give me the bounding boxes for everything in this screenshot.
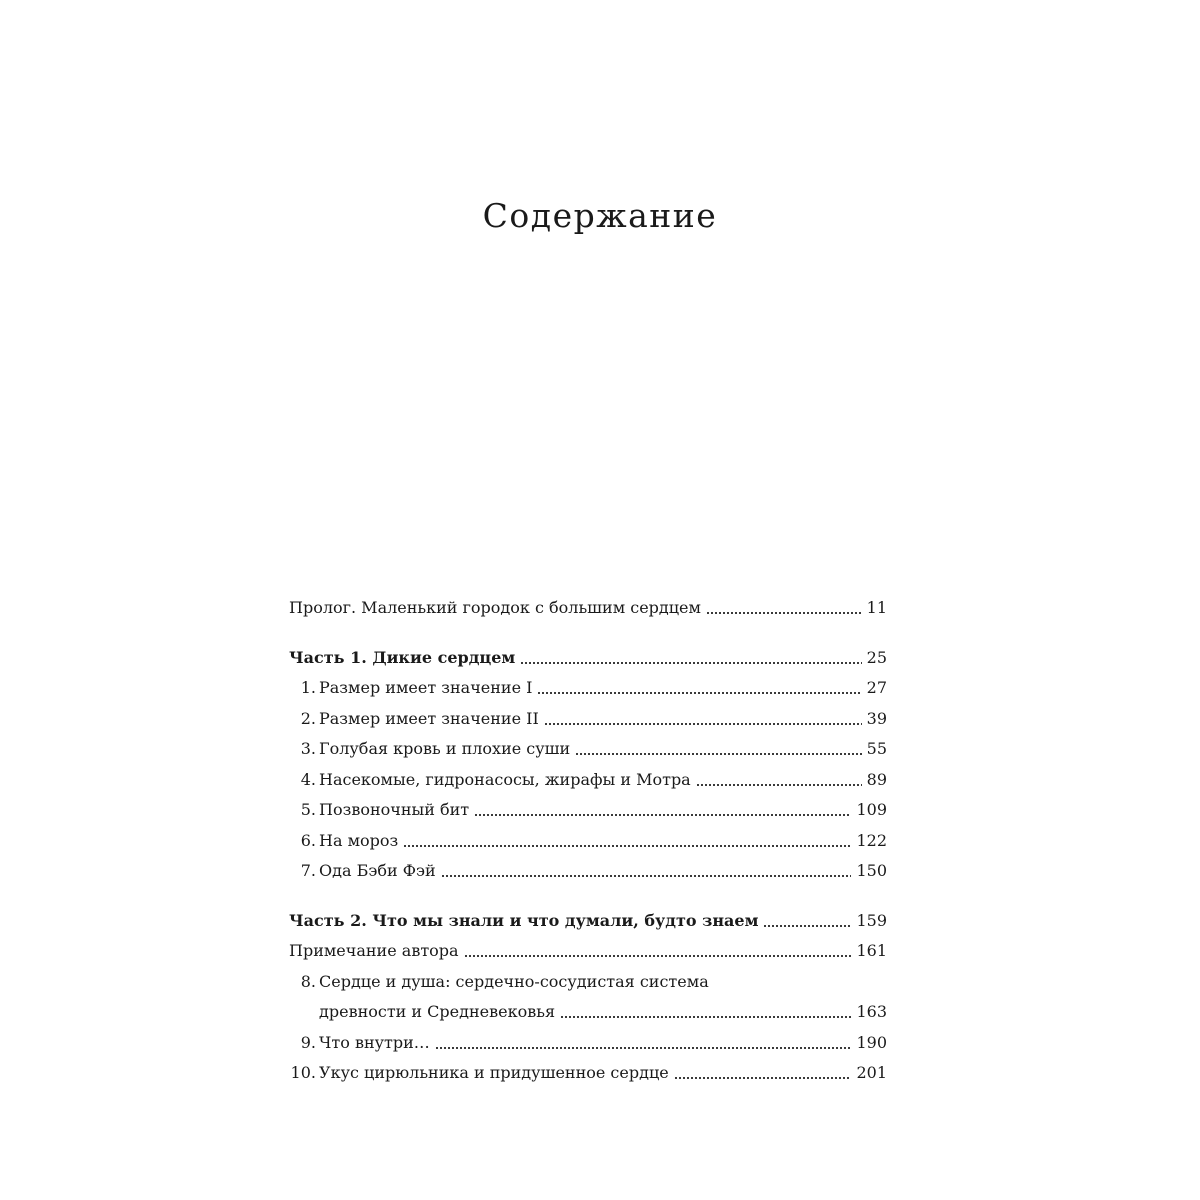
toc-entry-page: 122 [856, 830, 887, 850]
toc-entry-number: 10. [290, 1063, 316, 1082]
toc-entry-number: 3. [300, 739, 316, 758]
toc-entry-page: 161 [856, 941, 887, 960]
dot-leader [696, 784, 862, 786]
toc-entry-title: Часть 1. Дикие сердцем [289, 647, 516, 667]
toc-entry-title: Размер имеет значение II [319, 708, 539, 728]
toc-entry-title: Насекомые, гидронасосы, жирафы и Мотра [319, 769, 691, 789]
dot-leader [520, 662, 861, 664]
table-of-contents [289, 593, 887, 1089]
toc-entry-prolog[interactable] [289, 593, 887, 624]
toc-entry-page: 150 [856, 861, 887, 880]
toc-entry-title: древности и Средневековья [319, 1002, 556, 1021]
toc-entry-number: 6. [300, 830, 316, 850]
toc-entry-part-2[interactable] [289, 906, 887, 937]
dot-leader [537, 692, 861, 694]
dot-leader [674, 1077, 852, 1079]
toc-entry-title: Голубая кровь и плохие суши [319, 739, 571, 758]
toc-entry-page: 11 [866, 598, 887, 617]
toc-entry-title: Часть 2. Что мы знали и что думали, будто знаем [289, 910, 759, 930]
toc-entry-title: На мороз [319, 830, 399, 850]
toc-entry-page: 89 [866, 769, 887, 789]
toc-entry-part-1[interactable] [289, 643, 887, 674]
dot-leader [575, 753, 861, 755]
toc-entry-number: 2. [300, 708, 316, 728]
toc-entry-page: 190 [856, 1032, 887, 1052]
dot-leader [544, 723, 862, 725]
dot-leader [706, 612, 862, 614]
toc-entry-title: Сердце и душа: сердечно-сосудистая система [319, 971, 709, 991]
dot-leader [441, 875, 852, 877]
dot-leader [763, 925, 851, 927]
toc-entry-chapter-6[interactable] [289, 826, 887, 857]
toc-entry-number: 9. [300, 1032, 316, 1052]
toc-entry-title: Размер имеет значение I [319, 678, 533, 697]
toc-entry-page: 163 [856, 1002, 887, 1021]
toc-entry-page: 39 [866, 708, 887, 728]
toc-entry-page: 25 [866, 647, 887, 667]
toc-entry-title: Примечание автора [289, 941, 459, 960]
toc-entry-chapter-4[interactable] [289, 765, 887, 796]
page-title: Содержание [482, 196, 718, 235]
dot-leader [435, 1047, 852, 1049]
toc-entry-title: Ода Бэби Фэй [319, 861, 436, 880]
dot-leader [474, 814, 851, 816]
toc-entry-page: 109 [856, 800, 887, 819]
dot-leader [560, 1016, 851, 1018]
toc-entry-chapter-2[interactable] [289, 704, 887, 735]
dot-leader [464, 955, 852, 957]
toc-entry-chapter-3[interactable] [289, 734, 887, 765]
toc-entry-title: Укус цирюльника и придушенное сердце [319, 1063, 669, 1082]
toc-entry-number: 4. [300, 769, 316, 789]
toc-entry-chapter-8-continued[interactable] [289, 997, 887, 1028]
toc-entry-title: Пролог. Маленький городок с большим сердцем [289, 598, 701, 617]
toc-entry-title: Позвоночный бит [319, 800, 470, 819]
toc-entry-author-note[interactable] [289, 936, 887, 967]
toc-entry-chapter-5[interactable] [289, 795, 887, 826]
toc-entry-chapter-1[interactable] [289, 673, 887, 704]
toc-entry-number: 5. [300, 800, 316, 819]
toc-entry-chapter-7[interactable] [289, 856, 887, 887]
toc-entry-number: 8. [300, 971, 316, 991]
dot-leader [403, 845, 851, 847]
toc-entry-title: Что внутри… [319, 1032, 430, 1052]
toc-entry-number: 1. [300, 678, 316, 697]
toc-entry-page: 201 [856, 1063, 887, 1082]
toc-entry-number: 7. [300, 861, 316, 880]
toc-entry-page: 55 [866, 739, 887, 758]
toc-entry-chapter-8[interactable] [289, 967, 887, 998]
toc-entry-page: 159 [856, 910, 887, 930]
toc-entry-page: 27 [866, 678, 887, 697]
toc-entry-chapter-10[interactable] [289, 1058, 887, 1089]
toc-entry-chapter-9[interactable] [289, 1028, 887, 1059]
